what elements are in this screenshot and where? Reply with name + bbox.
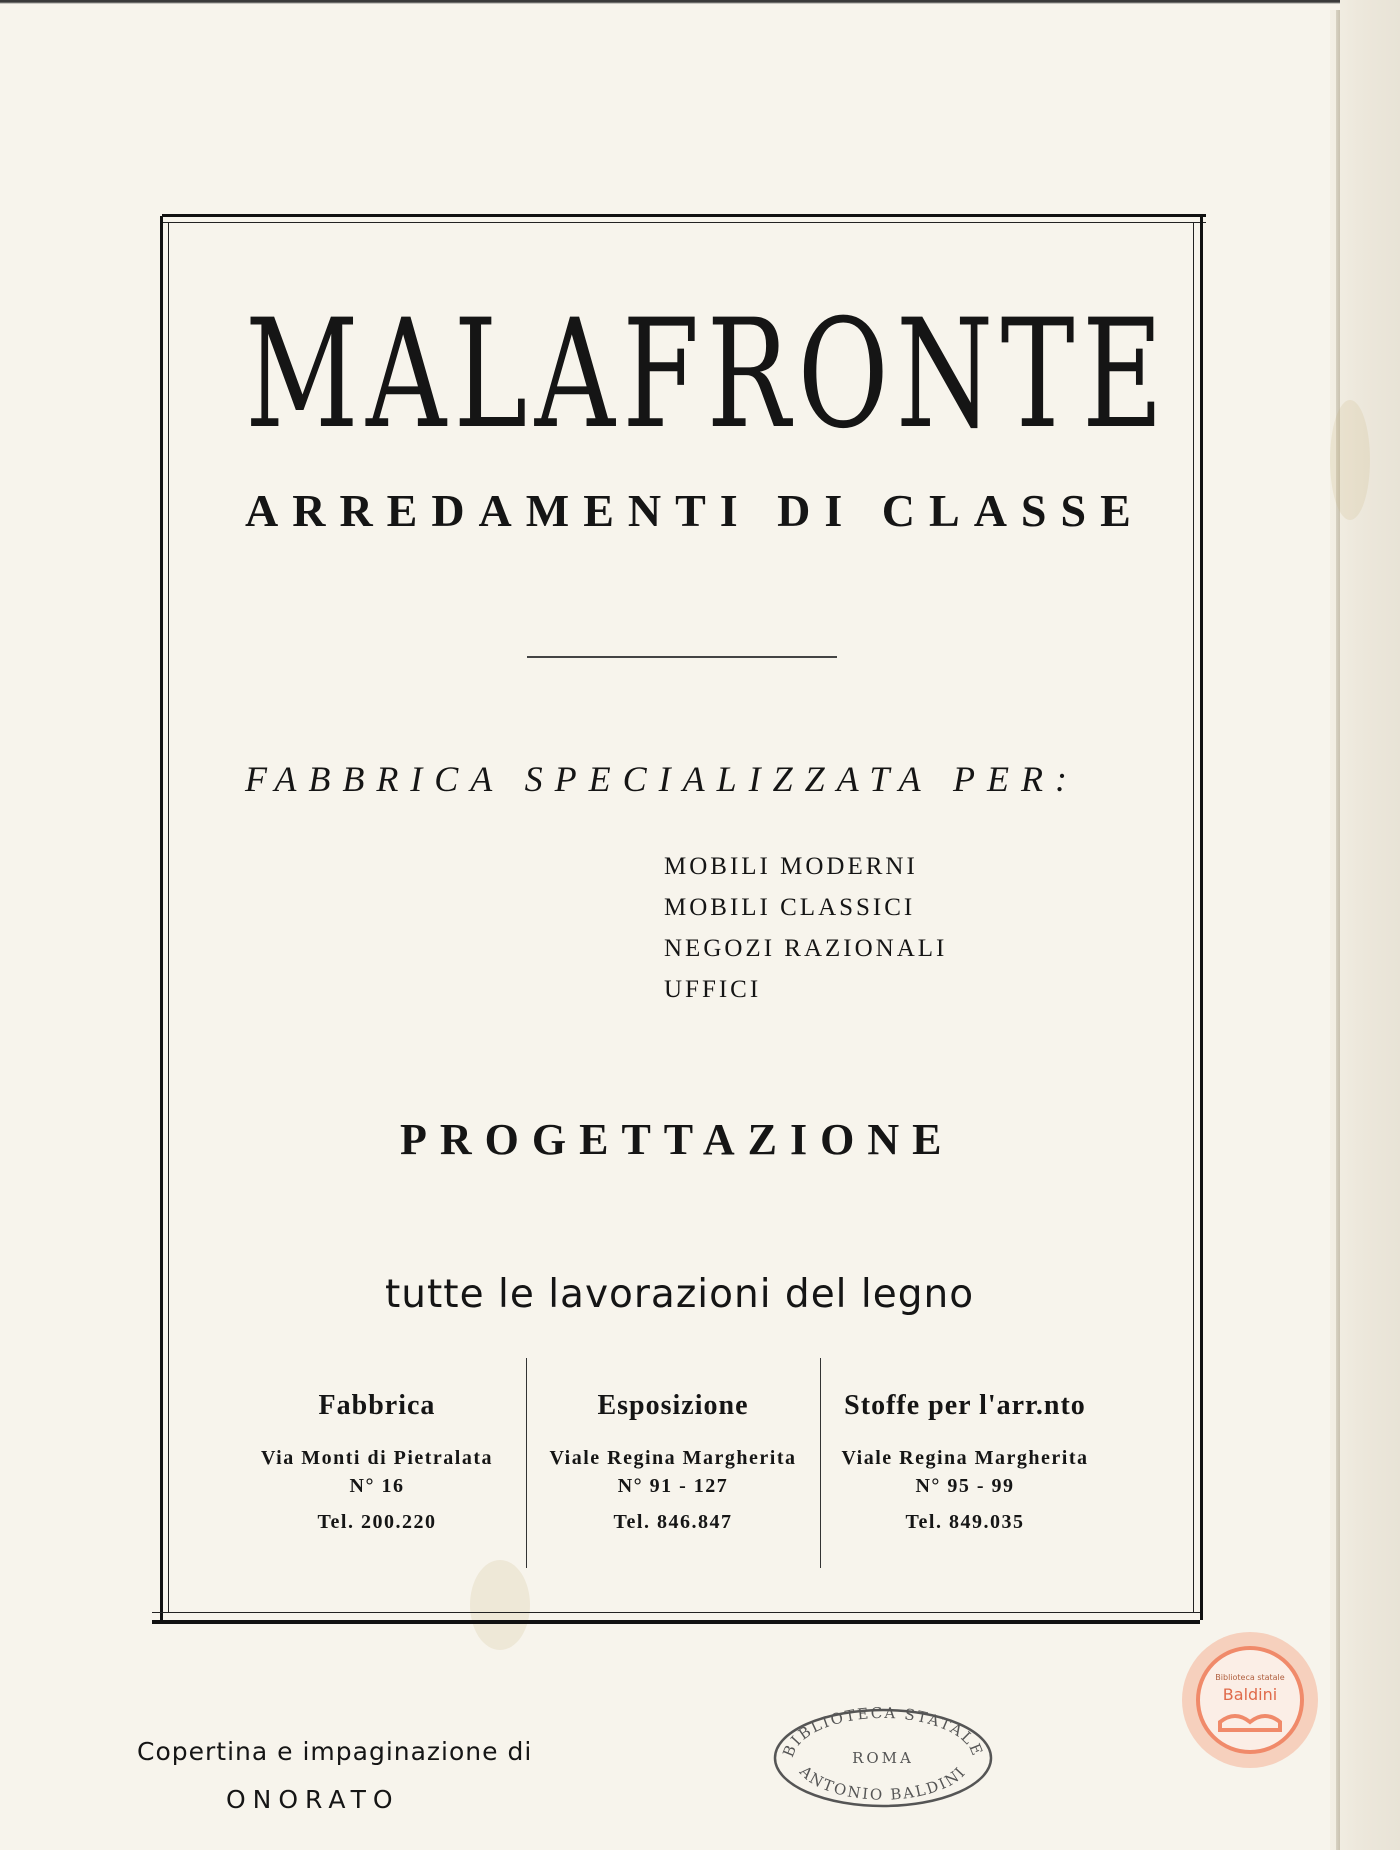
credit-name: ONORATO bbox=[226, 1785, 400, 1814]
frame-top-rule bbox=[162, 214, 1206, 217]
location-number: N° 95 - 99 bbox=[915, 1475, 1015, 1497]
page-binding-edge bbox=[1336, 0, 1340, 1850]
location-address: Viale Regina Margherita bbox=[549, 1447, 797, 1469]
location-factory bbox=[232, 1390, 522, 1536]
location-tel: Tel. 200.220 bbox=[317, 1511, 437, 1533]
stamp-middle-text: ROMA bbox=[852, 1749, 914, 1767]
paper-stain bbox=[470, 1560, 530, 1650]
woodwork-line: tutte le lavorazioni del legno bbox=[385, 1272, 975, 1317]
specialty-heading: FABBRICA SPECIALIZZATA PER: bbox=[245, 759, 1079, 799]
location-title: Esposizione bbox=[597, 1390, 749, 1421]
frame-bottom-inner-rule bbox=[152, 1612, 1200, 1613]
stamp-bottom-text: ANTONIO BALDINI bbox=[796, 1762, 970, 1804]
location-title: Stoffe per l'arr.nto bbox=[844, 1390, 1086, 1421]
location-fabrics bbox=[820, 1390, 1110, 1536]
paper-stain bbox=[1330, 400, 1370, 520]
page-top-edge bbox=[0, 0, 1340, 10]
frame-left-inner-rule bbox=[168, 222, 169, 1612]
library-logo bbox=[1180, 1630, 1320, 1770]
specialty-item: MOBILI MODERNI bbox=[664, 853, 918, 880]
frame-top-inner-rule bbox=[162, 222, 1206, 223]
logo-name-text: Baldini bbox=[1222, 1685, 1278, 1704]
location-tel: Tel. 846.847 bbox=[613, 1511, 733, 1533]
frame-right-rule bbox=[1200, 216, 1203, 1620]
brand-name: MALAFRONTE bbox=[245, 288, 1171, 462]
logo-small-text: Biblioteca statale bbox=[1215, 1673, 1285, 1682]
location-address: Viale Regina Margherita bbox=[841, 1447, 1089, 1469]
column-separator bbox=[526, 1358, 527, 1568]
location-number: N° 91 - 127 bbox=[617, 1475, 729, 1497]
specialty-item: UFFICI bbox=[664, 976, 762, 1003]
tagline: ARREDAMENTI DI CLASSE bbox=[245, 485, 1145, 536]
design-heading: PROGETTAZIONE bbox=[400, 1115, 955, 1164]
divider bbox=[527, 656, 837, 658]
location-number: N° 16 bbox=[349, 1475, 405, 1497]
library-stamp bbox=[768, 1700, 998, 1810]
frame-bottom-rule bbox=[152, 1620, 1200, 1624]
specialty-item: NEGOZI RAZIONALI bbox=[664, 935, 948, 962]
location-address: Via Monti di Pietralata bbox=[260, 1447, 494, 1469]
location-title: Fabbrica bbox=[318, 1390, 436, 1421]
specialty-item: MOBILI CLASSICI bbox=[664, 894, 916, 921]
stamp-top-text: BIBLIOTECA STATALE bbox=[779, 1703, 987, 1760]
credit-line: Copertina e impaginazione di bbox=[137, 1737, 533, 1766]
frame-left-rule bbox=[160, 216, 163, 1620]
page-right-margin bbox=[1330, 0, 1400, 1850]
specialty-list bbox=[664, 846, 947, 1010]
frame-right-inner-rule bbox=[1193, 222, 1194, 1612]
location-tel: Tel. 849.035 bbox=[905, 1511, 1025, 1533]
location-showroom bbox=[528, 1390, 818, 1536]
